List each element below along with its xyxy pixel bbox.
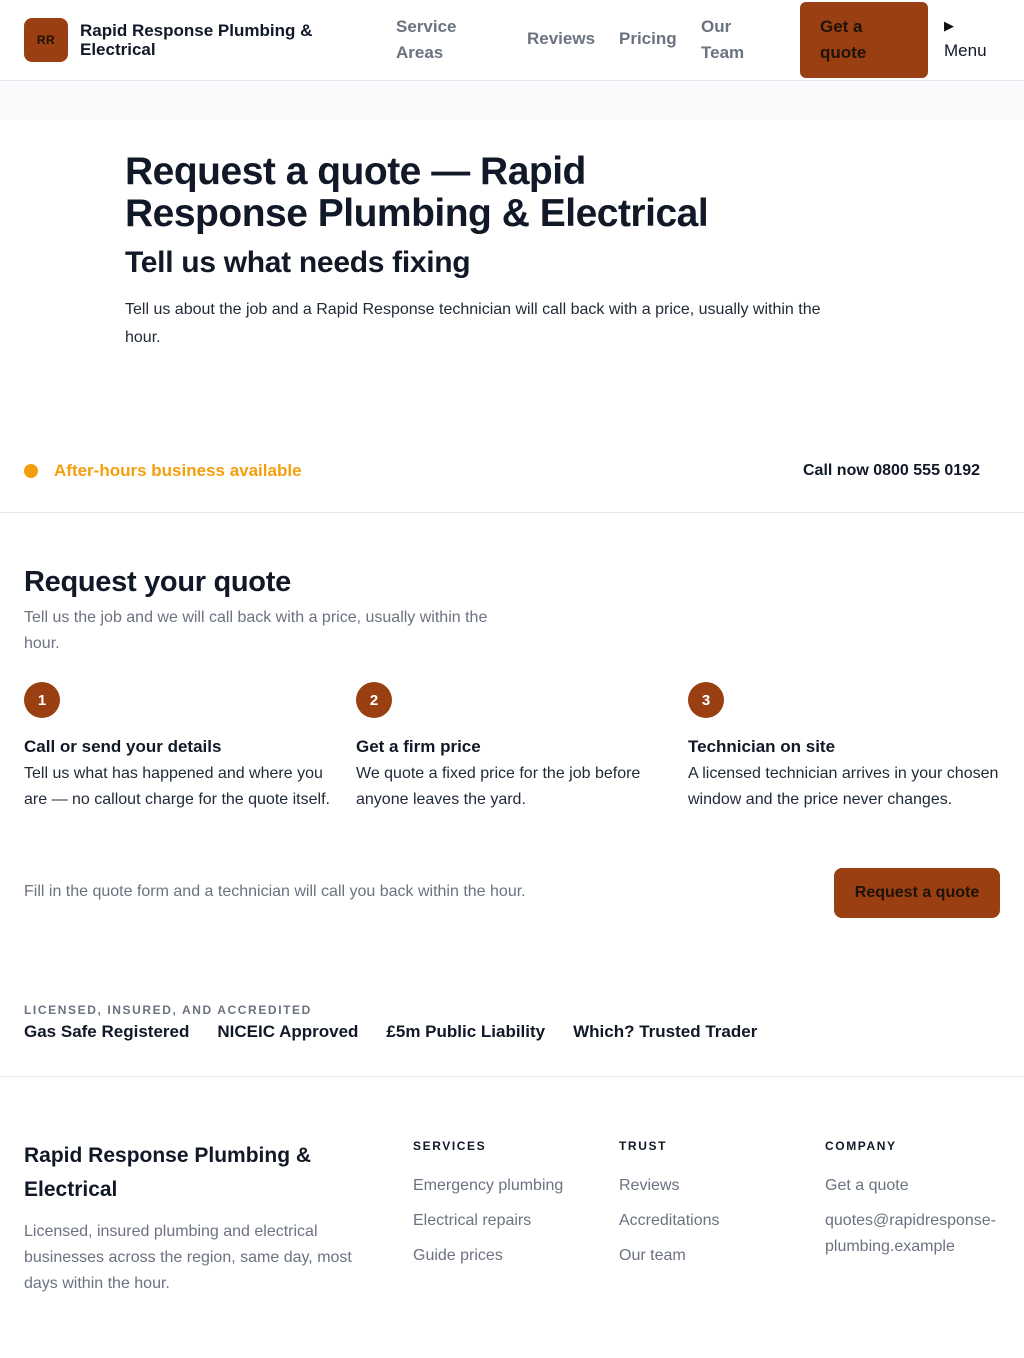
footer-description: Licensed, insured plumbing and electrical businesses across the region, same day, most days within the hour. xyxy=(24,1223,352,1292)
step-text: Tell us what has happened and where you are — no callout charge for the quote itself. xyxy=(24,765,330,808)
status-dot-icon xyxy=(24,464,38,478)
step-card xyxy=(24,682,344,813)
step-text: We quote a fixed price for the job before anyone leaves the yard. xyxy=(356,765,641,808)
quote-title: Request your quote xyxy=(24,566,291,598)
hero-text: Tell us about the job and a Rapid Response technician will call back with a price, usually within the hour. xyxy=(125,301,821,346)
page-title: Request a quote — Rapid Response Plumbing & Electrical xyxy=(125,150,709,235)
divider xyxy=(0,1076,1024,1077)
header-band xyxy=(0,81,1024,120)
step-title: Get a firm price xyxy=(356,737,481,756)
get-quote-button[interactable]: Get a quote xyxy=(800,2,928,78)
menu-toggle[interactable] xyxy=(944,14,1014,64)
footer-link-emergency-plumbing[interactable]: Emergency plumbing xyxy=(413,1177,564,1194)
site-header xyxy=(0,0,1024,81)
footer-link-email[interactable]: quotes@rapidresponse-plumbing.example xyxy=(825,1212,997,1255)
footer-link-electrical-repairs[interactable]: Electrical repairs xyxy=(413,1212,532,1229)
form-hint: Fill in the quote form and a technician will call you back within the hour. xyxy=(24,883,526,900)
trust-item: £5m Public Liability xyxy=(386,1022,546,1041)
footer-link-get-quote[interactable]: Get a quote xyxy=(825,1177,909,1194)
trust-item: Gas Safe Registered xyxy=(24,1022,190,1041)
request-quote-button[interactable]: Request a quote xyxy=(834,868,1000,918)
footer-brand: Rapid Response Plumbing & Electrical xyxy=(24,1144,312,1201)
step-number-badge: 3 xyxy=(688,682,724,718)
footer-column-company xyxy=(825,1138,1015,1269)
footer-link-accreditations[interactable]: Accreditations xyxy=(619,1212,720,1229)
step-title: Technician on site xyxy=(688,737,836,756)
nav-reviews[interactable]: Reviews xyxy=(527,29,596,48)
footer-heading: SERVICES xyxy=(413,1139,487,1153)
quote-intro: Tell us the job and we will call back with a price, usually within the hour. xyxy=(24,609,488,652)
logo-mark[interactable]: RR xyxy=(24,18,68,62)
brand-name[interactable]: Rapid Response Plumbing & Electrical xyxy=(80,21,313,59)
step-card xyxy=(356,682,676,813)
footer-heading: COMPANY xyxy=(825,1139,897,1153)
step-card xyxy=(688,682,1008,813)
nav-our-team[interactable]: Our Team xyxy=(701,17,745,62)
divider xyxy=(0,512,1024,513)
footer-link-our-team[interactable]: Our team xyxy=(619,1247,686,1264)
footer-column-trust xyxy=(619,1138,809,1278)
footer-link-reviews[interactable]: Reviews xyxy=(619,1177,680,1194)
step-title: Call or send your details xyxy=(24,737,222,756)
trust-item: Which? Trusted Trader xyxy=(573,1022,758,1041)
footer-link-guide-prices[interactable]: Guide prices xyxy=(413,1247,503,1264)
menu-label: Menu xyxy=(944,41,987,60)
step-number-badge: 2 xyxy=(356,682,392,718)
step-number-badge: 1 xyxy=(24,682,60,718)
nav-pricing[interactable]: Pricing xyxy=(619,29,677,48)
trust-label: LICENSED, INSURED, AND ACCREDITED xyxy=(24,1003,312,1017)
nav-service-areas[interactable]: Service Areas xyxy=(396,17,457,62)
trust-list xyxy=(24,1021,757,1043)
step-text: A licensed technician arrives in your chosen window and the price never changes. xyxy=(688,765,999,808)
footer-heading: TRUST xyxy=(619,1139,667,1153)
footer-column-services xyxy=(413,1138,603,1278)
hero-subtitle: Tell us what needs fixing xyxy=(125,246,471,279)
status-text: After-hours business available xyxy=(54,461,302,480)
trust-item: NICEIC Approved xyxy=(217,1022,359,1041)
call-now-link[interactable]: Call now 0800 555 0192 xyxy=(803,462,980,479)
disclosure-triangle-icon: ▶ xyxy=(944,18,954,33)
